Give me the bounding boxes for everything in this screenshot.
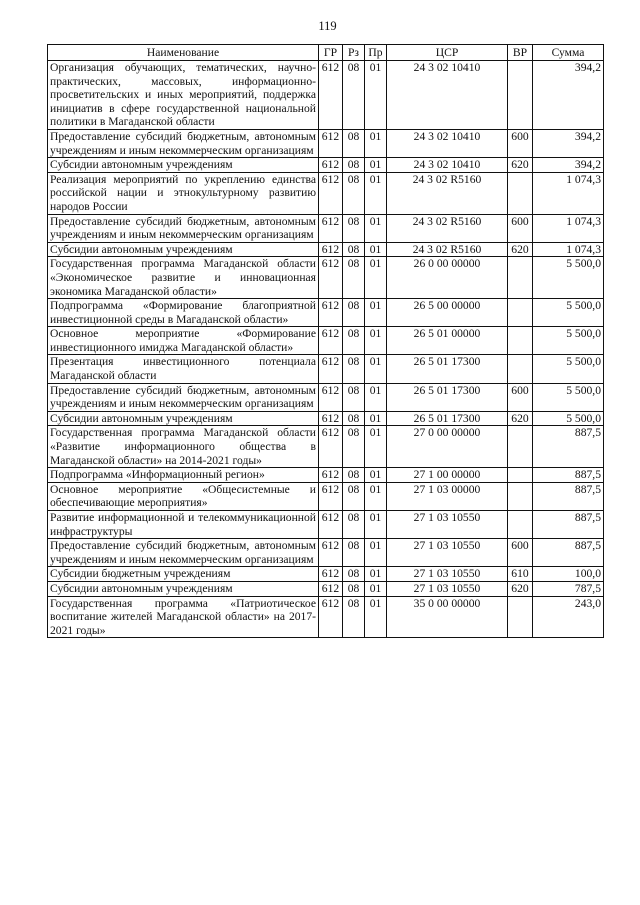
row-sum-cell: 100,0 bbox=[533, 567, 604, 582]
row-gr-cell: 612 bbox=[319, 129, 343, 157]
row-pr-cell: 01 bbox=[365, 581, 387, 596]
row-pr-cell: 01 bbox=[365, 158, 387, 173]
row-csr-cell: 27 1 00 00000 bbox=[387, 468, 508, 483]
row-csr-cell: 27 1 03 00000 bbox=[387, 482, 508, 510]
header-rz: Рз bbox=[343, 45, 365, 61]
row-gr-cell: 612 bbox=[319, 567, 343, 582]
row-sum-cell: 5 500,0 bbox=[533, 299, 604, 327]
row-gr-cell: 612 bbox=[319, 482, 343, 510]
row-csr-cell: 24 3 02 10410 bbox=[387, 61, 508, 130]
row-csr-cell: 27 1 03 10550 bbox=[387, 539, 508, 567]
row-pr-cell: 01 bbox=[365, 567, 387, 582]
header-name: Наименование bbox=[48, 45, 319, 61]
table-row bbox=[48, 327, 604, 355]
row-name-cell: Подпрограмма «Формирование благоприятной инвестиционной среды в Магаданской области» bbox=[48, 299, 319, 327]
row-gr-cell: 612 bbox=[319, 214, 343, 242]
row-rz-cell: 08 bbox=[343, 172, 365, 214]
row-rz-cell: 08 bbox=[343, 355, 365, 383]
table-row bbox=[48, 383, 604, 411]
table-row bbox=[48, 299, 604, 327]
table-row bbox=[48, 511, 604, 539]
row-pr-cell: 01 bbox=[365, 257, 387, 299]
row-name-cell: Предоставление субсидий бюджетным, автономным учреждениям и иным некоммерческим организациям bbox=[48, 539, 319, 567]
row-pr-cell: 01 bbox=[365, 172, 387, 214]
table-row bbox=[48, 172, 604, 214]
row-sum-cell: 5 500,0 bbox=[533, 355, 604, 383]
row-name-cell: Подпрограмма «Информационный регион» bbox=[48, 468, 319, 483]
row-rz-cell: 08 bbox=[343, 482, 365, 510]
row-name-cell: Предоставление субсидий бюджетным, автономным учреждениям и иным некоммерческим организациям bbox=[48, 383, 319, 411]
row-sum-cell: 887,5 bbox=[533, 511, 604, 539]
row-sum-cell: 1 074,3 bbox=[533, 172, 604, 214]
row-name-cell: Государственная программа «Патриотическое воспитание жителей Магаданской области» на 2017-2021 годы» bbox=[48, 596, 319, 638]
row-rz-cell: 08 bbox=[343, 257, 365, 299]
header-vr: ВР bbox=[508, 45, 533, 61]
row-rz-cell: 08 bbox=[343, 411, 365, 426]
row-csr-cell: 35 0 00 00000 bbox=[387, 596, 508, 638]
row-rz-cell: 08 bbox=[343, 596, 365, 638]
row-vr-cell bbox=[508, 327, 533, 355]
row-csr-cell: 27 1 03 10550 bbox=[387, 511, 508, 539]
row-pr-cell: 01 bbox=[365, 411, 387, 426]
row-gr-cell: 612 bbox=[319, 172, 343, 214]
header-csr: ЦСР bbox=[387, 45, 508, 61]
row-csr-cell: 27 1 03 10550 bbox=[387, 581, 508, 596]
row-vr-cell bbox=[508, 482, 533, 510]
header-gr: ГР bbox=[319, 45, 343, 61]
budget-table bbox=[47, 44, 604, 638]
row-vr-cell bbox=[508, 355, 533, 383]
row-pr-cell: 01 bbox=[365, 299, 387, 327]
row-vr-cell: 620 bbox=[508, 581, 533, 596]
row-gr-cell: 612 bbox=[319, 468, 343, 483]
row-gr-cell: 612 bbox=[319, 411, 343, 426]
header-sum: Сумма bbox=[533, 45, 604, 61]
row-vr-cell: 600 bbox=[508, 129, 533, 157]
row-vr-cell: 610 bbox=[508, 567, 533, 582]
row-sum-cell: 5 500,0 bbox=[533, 327, 604, 355]
table-row bbox=[48, 61, 604, 130]
row-pr-cell: 01 bbox=[365, 242, 387, 257]
table-row bbox=[48, 355, 604, 383]
row-rz-cell: 08 bbox=[343, 327, 365, 355]
row-vr-cell bbox=[508, 299, 533, 327]
table-row bbox=[48, 214, 604, 242]
row-name-cell: Презентация инвестиционного потенциала Магаданской области bbox=[48, 355, 319, 383]
row-pr-cell: 01 bbox=[365, 426, 387, 468]
table-row bbox=[48, 411, 604, 426]
row-pr-cell: 01 bbox=[365, 539, 387, 567]
table-row bbox=[48, 257, 604, 299]
row-vr-cell bbox=[508, 468, 533, 483]
row-name-cell: Субсидии автономным учреждениям bbox=[48, 411, 319, 426]
table-row bbox=[48, 242, 604, 257]
row-name-cell: Основное мероприятие «Формирование инвестиционного имиджа Магаданской области» bbox=[48, 327, 319, 355]
row-rz-cell: 08 bbox=[343, 468, 365, 483]
row-csr-cell: 26 5 00 00000 bbox=[387, 299, 508, 327]
row-sum-cell: 394,2 bbox=[533, 158, 604, 173]
row-vr-cell: 600 bbox=[508, 539, 533, 567]
row-name-cell: Реализация мероприятий по укреплению единства российской нации и этнокультурному развитию народов России bbox=[48, 172, 319, 214]
row-vr-cell bbox=[508, 596, 533, 638]
row-gr-cell: 612 bbox=[319, 242, 343, 257]
table-row bbox=[48, 158, 604, 173]
row-csr-cell: 26 5 01 17300 bbox=[387, 355, 508, 383]
row-vr-cell: 620 bbox=[508, 242, 533, 257]
table-row bbox=[48, 596, 604, 638]
row-gr-cell: 612 bbox=[319, 327, 343, 355]
row-csr-cell: 27 1 03 10550 bbox=[387, 567, 508, 582]
row-csr-cell: 24 3 02 R5160 bbox=[387, 172, 508, 214]
row-sum-cell: 5 500,0 bbox=[533, 383, 604, 411]
row-pr-cell: 01 bbox=[365, 482, 387, 510]
row-gr-cell: 612 bbox=[319, 61, 343, 130]
row-rz-cell: 08 bbox=[343, 299, 365, 327]
row-gr-cell: 612 bbox=[319, 426, 343, 468]
row-vr-cell: 620 bbox=[508, 158, 533, 173]
row-sum-cell: 887,5 bbox=[533, 539, 604, 567]
row-vr-cell bbox=[508, 257, 533, 299]
row-csr-cell: 24 3 02 R5160 bbox=[387, 242, 508, 257]
row-sum-cell: 887,5 bbox=[533, 468, 604, 483]
row-rz-cell: 08 bbox=[343, 383, 365, 411]
row-name-cell: Основное мероприятие «Общесистемные и обеспечивающие мероприятия» bbox=[48, 482, 319, 510]
row-vr-cell: 620 bbox=[508, 411, 533, 426]
row-name-cell: Государственная программа Магаданской области «Экономическое развитие и инновационная экономика Магаданской области» bbox=[48, 257, 319, 299]
row-sum-cell: 243,0 bbox=[533, 596, 604, 638]
row-gr-cell: 612 bbox=[319, 355, 343, 383]
row-sum-cell: 5 500,0 bbox=[533, 257, 604, 299]
row-pr-cell: 01 bbox=[365, 383, 387, 411]
row-name-cell: Предоставление субсидий бюджетным, автономным учреждениям и иным некоммерческим организациям bbox=[48, 214, 319, 242]
row-vr-cell bbox=[508, 426, 533, 468]
row-rz-cell: 08 bbox=[343, 129, 365, 157]
row-sum-cell: 5 500,0 bbox=[533, 411, 604, 426]
row-csr-cell: 26 5 01 17300 bbox=[387, 411, 508, 426]
row-gr-cell: 612 bbox=[319, 539, 343, 567]
row-rz-cell: 08 bbox=[343, 426, 365, 468]
row-sum-cell: 394,2 bbox=[533, 129, 604, 157]
row-pr-cell: 01 bbox=[365, 61, 387, 130]
row-pr-cell: 01 bbox=[365, 355, 387, 383]
row-pr-cell: 01 bbox=[365, 129, 387, 157]
row-name-cell: Предоставление субсидий бюджетным, автономным учреждениям и иным некоммерческим организациям bbox=[48, 129, 319, 157]
row-sum-cell: 787,5 bbox=[533, 581, 604, 596]
row-name-cell: Субсидии бюджетным учреждениям bbox=[48, 567, 319, 582]
row-csr-cell: 24 3 02 R5160 bbox=[387, 214, 508, 242]
row-gr-cell: 612 bbox=[319, 158, 343, 173]
row-pr-cell: 01 bbox=[365, 327, 387, 355]
table-row bbox=[48, 567, 604, 582]
row-rz-cell: 08 bbox=[343, 214, 365, 242]
page-number: 119 bbox=[318, 19, 337, 33]
row-vr-cell: 600 bbox=[508, 383, 533, 411]
row-csr-cell: 24 3 02 10410 bbox=[387, 129, 508, 157]
table-body bbox=[48, 61, 604, 638]
table-row bbox=[48, 482, 604, 510]
row-gr-cell: 612 bbox=[319, 299, 343, 327]
row-gr-cell: 612 bbox=[319, 581, 343, 596]
row-sum-cell: 1 074,3 bbox=[533, 214, 604, 242]
table-row bbox=[48, 468, 604, 483]
row-name-cell: Субсидии автономным учреждениям bbox=[48, 242, 319, 257]
row-name-cell: Субсидии автономным учреждениям bbox=[48, 158, 319, 173]
row-pr-cell: 01 bbox=[365, 468, 387, 483]
table-row bbox=[48, 426, 604, 468]
header-pr: Пр bbox=[365, 45, 387, 61]
row-rz-cell: 08 bbox=[343, 539, 365, 567]
row-sum-cell: 1 074,3 bbox=[533, 242, 604, 257]
row-pr-cell: 01 bbox=[365, 596, 387, 638]
row-rz-cell: 08 bbox=[343, 567, 365, 582]
table-row bbox=[48, 581, 604, 596]
row-rz-cell: 08 bbox=[343, 242, 365, 257]
row-vr-cell: 600 bbox=[508, 214, 533, 242]
row-csr-cell: 24 3 02 10410 bbox=[387, 158, 508, 173]
row-gr-cell: 612 bbox=[319, 511, 343, 539]
table-header-row bbox=[48, 45, 604, 61]
table-row bbox=[48, 539, 604, 567]
row-gr-cell: 612 bbox=[319, 383, 343, 411]
row-rz-cell: 08 bbox=[343, 511, 365, 539]
row-vr-cell bbox=[508, 511, 533, 539]
row-sum-cell: 887,5 bbox=[533, 426, 604, 468]
row-csr-cell: 26 5 01 00000 bbox=[387, 327, 508, 355]
row-name-cell: Субсидии автономным учреждениям bbox=[48, 581, 319, 596]
row-csr-cell: 26 0 00 00000 bbox=[387, 257, 508, 299]
row-vr-cell bbox=[508, 172, 533, 214]
row-csr-cell: 27 0 00 00000 bbox=[387, 426, 508, 468]
row-name-cell: Развитие информационной и телекоммуникационной инфраструктуры bbox=[48, 511, 319, 539]
row-sum-cell: 887,5 bbox=[533, 482, 604, 510]
row-rz-cell: 08 bbox=[343, 581, 365, 596]
row-name-cell: Государственная программа Магаданской области «Развитие информационного общества в Магаданской области» на 2014-2021 годы» bbox=[48, 426, 319, 468]
row-pr-cell: 01 bbox=[365, 214, 387, 242]
row-csr-cell: 26 5 01 17300 bbox=[387, 383, 508, 411]
row-rz-cell: 08 bbox=[343, 158, 365, 173]
row-gr-cell: 612 bbox=[319, 596, 343, 638]
row-pr-cell: 01 bbox=[365, 511, 387, 539]
row-vr-cell bbox=[508, 61, 533, 130]
table-row bbox=[48, 129, 604, 157]
row-rz-cell: 08 bbox=[343, 61, 365, 130]
row-gr-cell: 612 bbox=[319, 257, 343, 299]
row-name-cell: Организация обучающих, тематических, научно-практических, массовых, информационно-просветительских и иных мероприятий, поддержка инициатив в сфере государственной национальной политики в Магаданской области bbox=[48, 61, 319, 130]
row-sum-cell: 394,2 bbox=[533, 61, 604, 130]
